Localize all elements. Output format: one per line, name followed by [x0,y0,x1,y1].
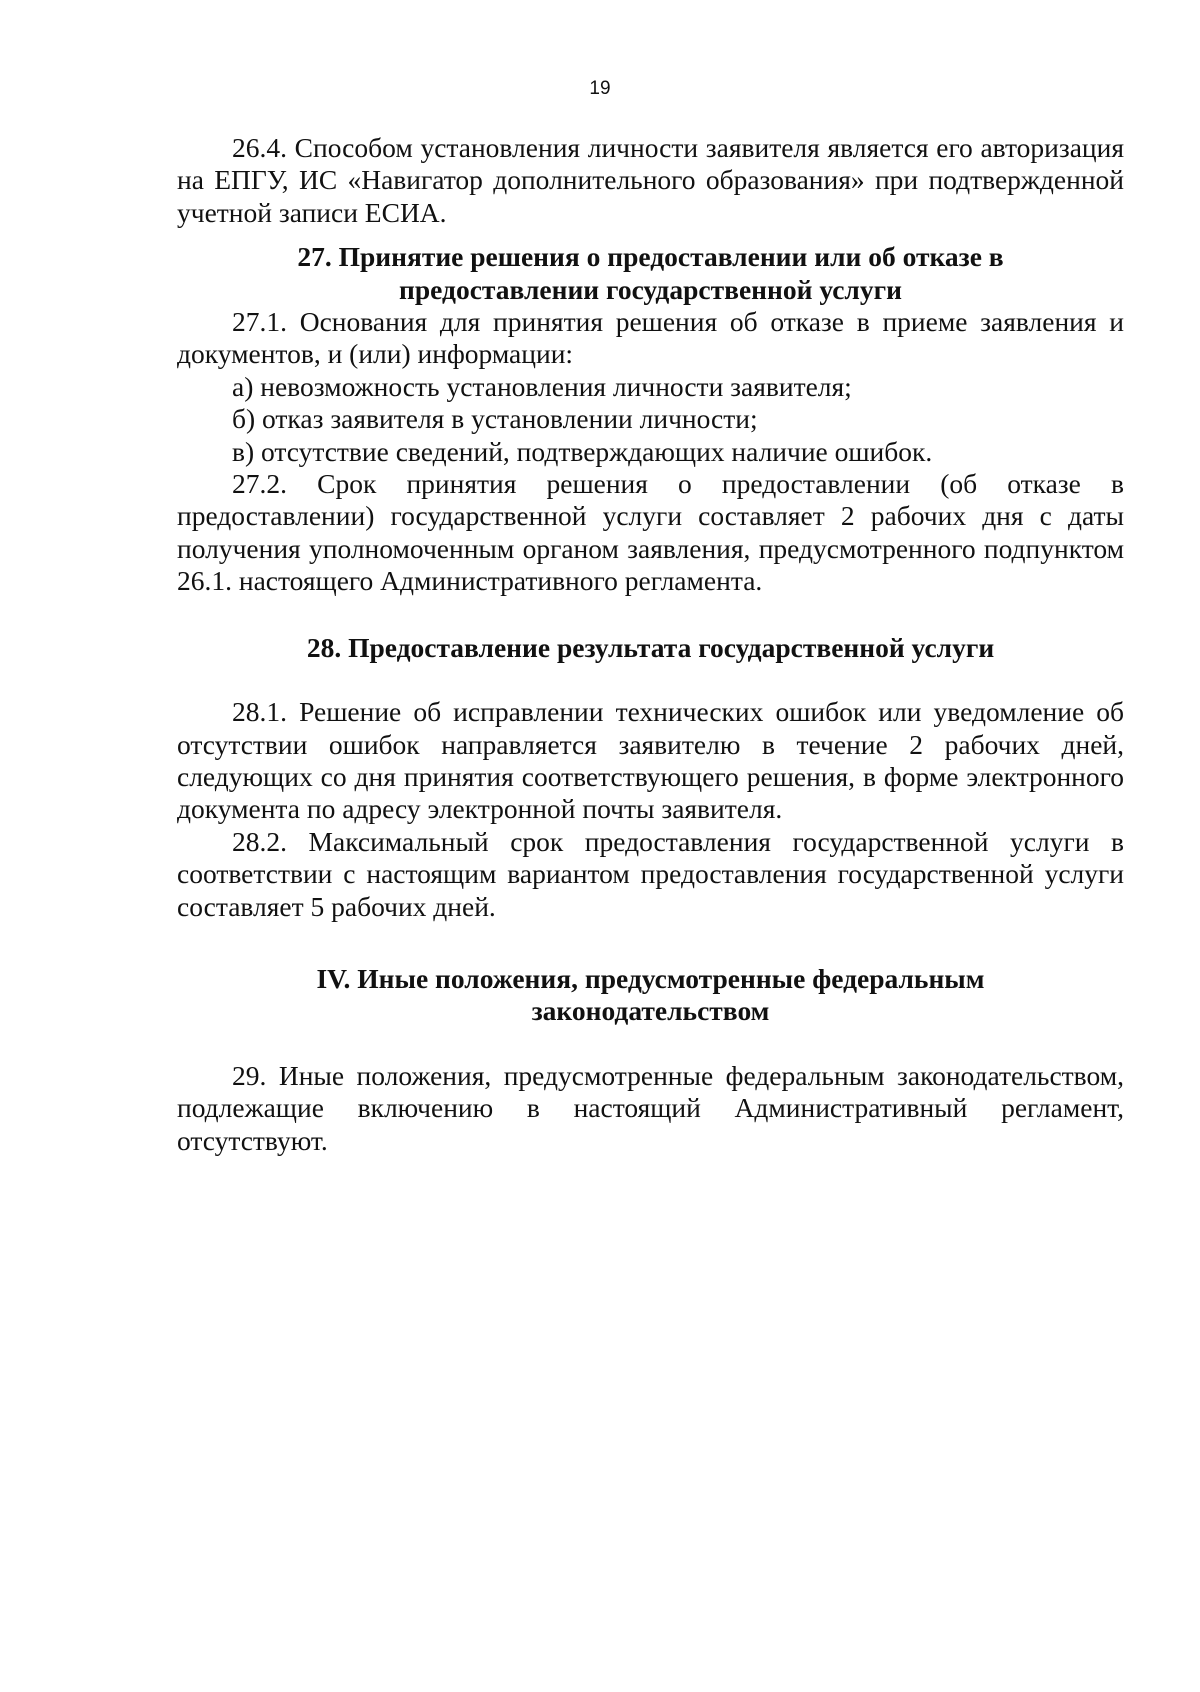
section-27-heading-line-2: предоставлении государственной услуги [399,273,902,305]
paragraph-27-2: 27.2. Срок принятия решения о предоставлении (об отказе в предоставлении) государственной услуги составляет 2 рабочих дня с даты получения уполномоченным органом заявления, предусмотренного подпунктом 26.1. настоящего Административного регламента. [177,468,1124,597]
paragraph-27-1: 27.1. Основания для принятия решения об отказе в приеме заявления и документов, и (или) информации: [177,306,1124,370]
section-iv-heading-line-1: IV. Иные положения, предусмотренные федеральным [316,962,985,994]
paragraph-26-4: 26.4. Способом установления личности заявителя является его авторизация на ЕПГУ, ИС «Навигатор дополнительного образования» при подтвержденной учетной записи ЕСИА. [177,132,1124,228]
list-item-b: б) отказ заявителя в установлении личности; [232,403,758,435]
section-28-heading: 28. Предоставление результата государственной услуги [306,631,995,663]
section-27-heading [177,241,1124,306]
section-iv-heading-line-2: законодательством [531,995,770,1027]
document-body [177,132,1124,1157]
page-number: 19 [589,78,611,99]
paragraph-28-2: 28.2. Максимальный срок предоставления государственной услуги в соответствии с настоящим вариантом предоставления государственной услуги составляет 5 рабочих дней. [177,825,1124,922]
list-item-a: а) невозможность установления личности заявителя; [232,370,852,402]
section-27-heading-line-1: 27. Принятие решения о предоставлении или об отказе в [297,241,1004,273]
paragraph-28-1: 28.1. Решение об исправлении технических ошибок или уведомление об отсутствии ошибок направляется заявителю в течение 2 рабочих дней, следующих со дня принятия соответствующего решения, в форме электронного документа по адресу электронной почты заявителя. [177,696,1124,825]
section-iv-heading [177,963,1124,1028]
paragraph-29: 29. Иные положения, предусмотренные федеральным законодательством, подлежащие включению в настоящий Административный регламент, отсутствуют. [177,1059,1124,1156]
list-item-v: в) отсутствие сведений, подтверждающих наличие ошибок. [232,435,933,467]
